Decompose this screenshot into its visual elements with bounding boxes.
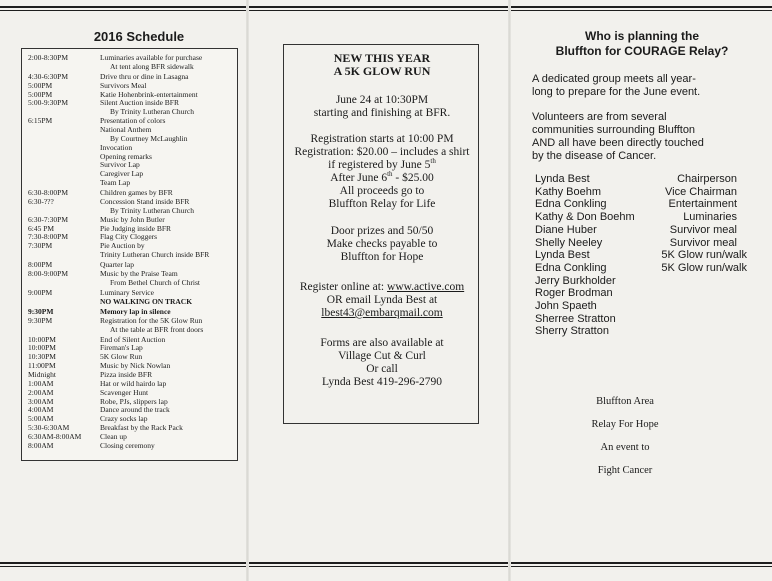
active-link[interactable]: www.active.com: [387, 281, 465, 293]
schedule-event: Pie Judging inside BFR: [100, 223, 172, 233]
member-role: Vice Chairman: [665, 185, 737, 198]
schedule-time: 9:30PM: [28, 306, 54, 316]
schedule-time: 11:00PM: [28, 361, 56, 371]
glow-phone: Lynda Best 419-296-2790: [321, 376, 443, 388]
member-role: 5K Glow run/walk: [661, 261, 747, 274]
member-role: 5K Glow run/walk: [661, 249, 747, 262]
glow-register-online: Register online at: www.active.com: [299, 281, 465, 293]
glow-late-price: After June 6th - $25.00: [330, 170, 434, 184]
member-name: Kathy Boehm: [535, 185, 602, 198]
schedule-time: 6:30-8:00PM: [28, 188, 69, 198]
member-name: Diane Huber: [535, 223, 597, 236]
schedule-time: 2:00AM: [28, 387, 54, 397]
schedule-time: 5:00-9:30PM: [28, 98, 69, 108]
member-name: Sherree Stratton: [535, 312, 616, 325]
glow-heading-1: NEW THIS YEAR: [333, 51, 431, 65]
schedule-event: Pie Auction by: [100, 241, 145, 251]
schedule-event: Concession Stand inside BFR: [100, 197, 190, 206]
schedule-time: 7:30-8:00PM: [28, 232, 69, 242]
schedule-time: 10:30PM: [28, 352, 56, 362]
glow-heading-2: A 5K GLOW RUN: [333, 64, 431, 78]
schedule-event: Children games by BFR: [100, 188, 173, 198]
schedule-event: Hat or wild hairdo lap: [100, 378, 167, 388]
schedule-event: Opening remarks: [100, 151, 152, 161]
planning-intro: A dedicated group meets all year- long to prepare for the June event.: [532, 73, 701, 98]
glow-forms: Forms are also available at: [320, 337, 444, 349]
planning-volunteers: Volunteers are from several communities surrounding Bluffton AND all have been directly touched by the disease of Cancer.: [532, 111, 704, 162]
member-name: John Spaeth: [535, 300, 597, 312]
schedule-time: 6:30AM-8:00AM: [28, 431, 82, 441]
schedule-event: Music by Nick Nowlan: [100, 361, 171, 371]
schedule-time: 6:30-7:30PM: [28, 214, 69, 224]
member-name: Sherry Stratton: [535, 325, 609, 338]
schedule-event: Closing ceremony: [100, 440, 155, 450]
schedule-event: National Anthem: [100, 125, 152, 134]
schedule-time: 10:00PM: [28, 334, 56, 344]
member-role: Survivor meal: [669, 223, 737, 236]
glow-or-call: Or call: [366, 363, 398, 375]
schedule-time: 6:45 PM: [28, 223, 55, 233]
schedule-event: Silent Auction inside BFR: [100, 98, 179, 108]
glow-location: starting and finishing at BFR.: [313, 107, 451, 119]
schedule-event: Clean up: [100, 431, 127, 441]
schedule-event: Registration for the 5K Glow Run: [100, 315, 203, 325]
glow-date: June 24 at 10:30PM: [335, 94, 429, 106]
member-name: Lynda Best: [535, 249, 590, 262]
glow-reg-start: Registration starts at 10:00 PM: [310, 133, 454, 145]
footer-line-3: An event to: [600, 442, 650, 453]
bottom-rule: [0, 562, 772, 564]
schedule-table: [21, 48, 238, 461]
schedule-time: 8:00AM: [28, 440, 54, 450]
schedule-time: 8:00PM: [28, 260, 53, 270]
schedule-event: Scavenger Hunt: [100, 387, 149, 397]
schedule-event: Robe, PJs, slippers lap: [100, 396, 168, 406]
schedule-event: Luminaries available for purchase: [100, 53, 203, 62]
schedule-time: 5:00PM: [28, 89, 53, 99]
member-name: Lynda Best: [535, 173, 590, 185]
schedule-event: Breakfast by the Rack Pack: [100, 423, 183, 433]
schedule-time: 10:00PM: [28, 343, 56, 353]
schedule-time: 7:30PM: [28, 241, 53, 251]
email-link[interactable]: lbest43@embarqmail.com: [321, 307, 443, 319]
member-name: Roger Brodman: [535, 287, 613, 300]
schedule-time: 6:15PM: [28, 116, 53, 126]
member-role: Entertainment: [668, 198, 737, 211]
schedule-event: Music by the Praise Team: [100, 269, 178, 278]
member-role: Survivor meal: [669, 236, 737, 249]
schedule-event: Quarter lap: [100, 260, 134, 270]
schedule-time: 3:00AM: [28, 396, 54, 406]
schedule-event: 5K Glow Run: [100, 352, 143, 362]
member-name: Edna Conkling: [535, 198, 607, 211]
schedule-time: 9:30PM: [28, 315, 53, 325]
footer-line-4: Fight Cancer: [597, 465, 653, 476]
schedule-event: By Trinity Lutheran Church: [110, 107, 194, 117]
schedule-time: 6:30-???: [28, 197, 54, 206]
schedule-event: Dance around the track: [100, 405, 170, 415]
schedule-time: 4:00AM: [28, 405, 54, 415]
fold-line-right: [508, 0, 511, 581]
bottom-rule-thin: [0, 566, 772, 567]
schedule-event: Presentation of colors: [100, 116, 166, 126]
member-name: Kathy & Don Boehm: [535, 211, 635, 224]
glow-salon: Village Cut & Curl: [338, 350, 426, 362]
member-role: Luminaries: [683, 211, 737, 224]
schedule-event: Invocation: [100, 142, 133, 152]
fold-line-left: [246, 0, 249, 581]
glow-checks: Make checks payable to: [326, 238, 438, 250]
schedule-event: Team Lap: [100, 178, 131, 188]
member-name: Shelly Neeley: [535, 236, 603, 249]
glow-email-label: OR email Lynda Best at: [326, 294, 438, 306]
schedule-time: 4:30-6:30PM: [28, 71, 69, 81]
schedule-time: 5:30-6:30AM: [28, 423, 70, 433]
schedule-event: Luminary Service: [100, 287, 154, 297]
schedule-event: Crazy socks lap: [100, 414, 148, 424]
member-name: Jerry Burkholder: [535, 274, 616, 287]
schedule-event: At the table at BFR front doors: [110, 324, 204, 334]
schedule-event: Flag City Cloggers: [100, 232, 158, 242]
glow-payee: Bluffton for Hope: [340, 251, 424, 263]
schedule-event: Caregiver Lap: [100, 169, 144, 179]
schedule-event: End of Silent Auction: [100, 334, 166, 344]
schedule-event: Survivors Meal: [100, 80, 147, 90]
glow-proceeds-org: Bluffton Relay for Life: [328, 198, 436, 210]
schedule-event: Fireman's Lap: [100, 343, 143, 353]
schedule-event: NO WALKING ON TRACK: [100, 296, 193, 306]
glow-reg-deadline: if registered by June 5th: [328, 157, 436, 171]
schedule-time: 2:00-8:30PM: [28, 53, 69, 62]
glow-proceeds: All proceeds go to: [339, 185, 425, 197]
schedule-event: By Trinity Lutheran Church: [110, 205, 194, 215]
schedule-time: 5:00AM: [28, 414, 54, 424]
footer-line-2: Relay For Hope: [591, 419, 659, 430]
schedule-event: Drive thru or dine in Lasagna: [100, 71, 189, 81]
schedule-event: At tent along BFR sidewalk: [110, 61, 194, 71]
member-name: Edna Conkling: [535, 261, 607, 274]
glow-door-prizes: Door prizes and 50/50: [330, 225, 434, 237]
schedule-event: Memory lap in silence: [100, 306, 171, 316]
schedule-time: 1:00AM: [28, 378, 54, 388]
planning-heading: Who is planning the Bluffton for COURAGE Relay?: [555, 29, 729, 58]
footer-line-1: Bluffton Area: [596, 396, 654, 407]
member-role: Chairperson: [677, 173, 737, 185]
schedule-event: Trinity Lutheran Church inside BFR: [100, 250, 210, 260]
schedule-time: Midnight: [28, 369, 56, 379]
schedule-time: 5:00PM: [28, 80, 53, 90]
schedule-time: 9:00PM: [28, 287, 53, 297]
schedule-event: Katie Hohenbrink-entertainment: [100, 89, 198, 99]
glow-run-box: [283, 44, 479, 424]
schedule-event: By Courtney McLaughlin: [110, 133, 188, 143]
schedule-event: From Bethel Church of Christ: [110, 277, 200, 287]
schedule-event: Music by John Butler: [100, 214, 165, 224]
top-rule: [0, 6, 772, 8]
schedule-title: 2016 Schedule: [93, 29, 185, 44]
top-rule-thin: [0, 10, 772, 11]
schedule-event: Survivor Lap: [100, 160, 140, 170]
schedule-time: 8:00-9:00PM: [28, 269, 69, 278]
schedule-event: Pizza inside BFR: [100, 369, 153, 379]
glow-reg-price: Registration: $20.00 – includes a shirt: [294, 146, 470, 158]
